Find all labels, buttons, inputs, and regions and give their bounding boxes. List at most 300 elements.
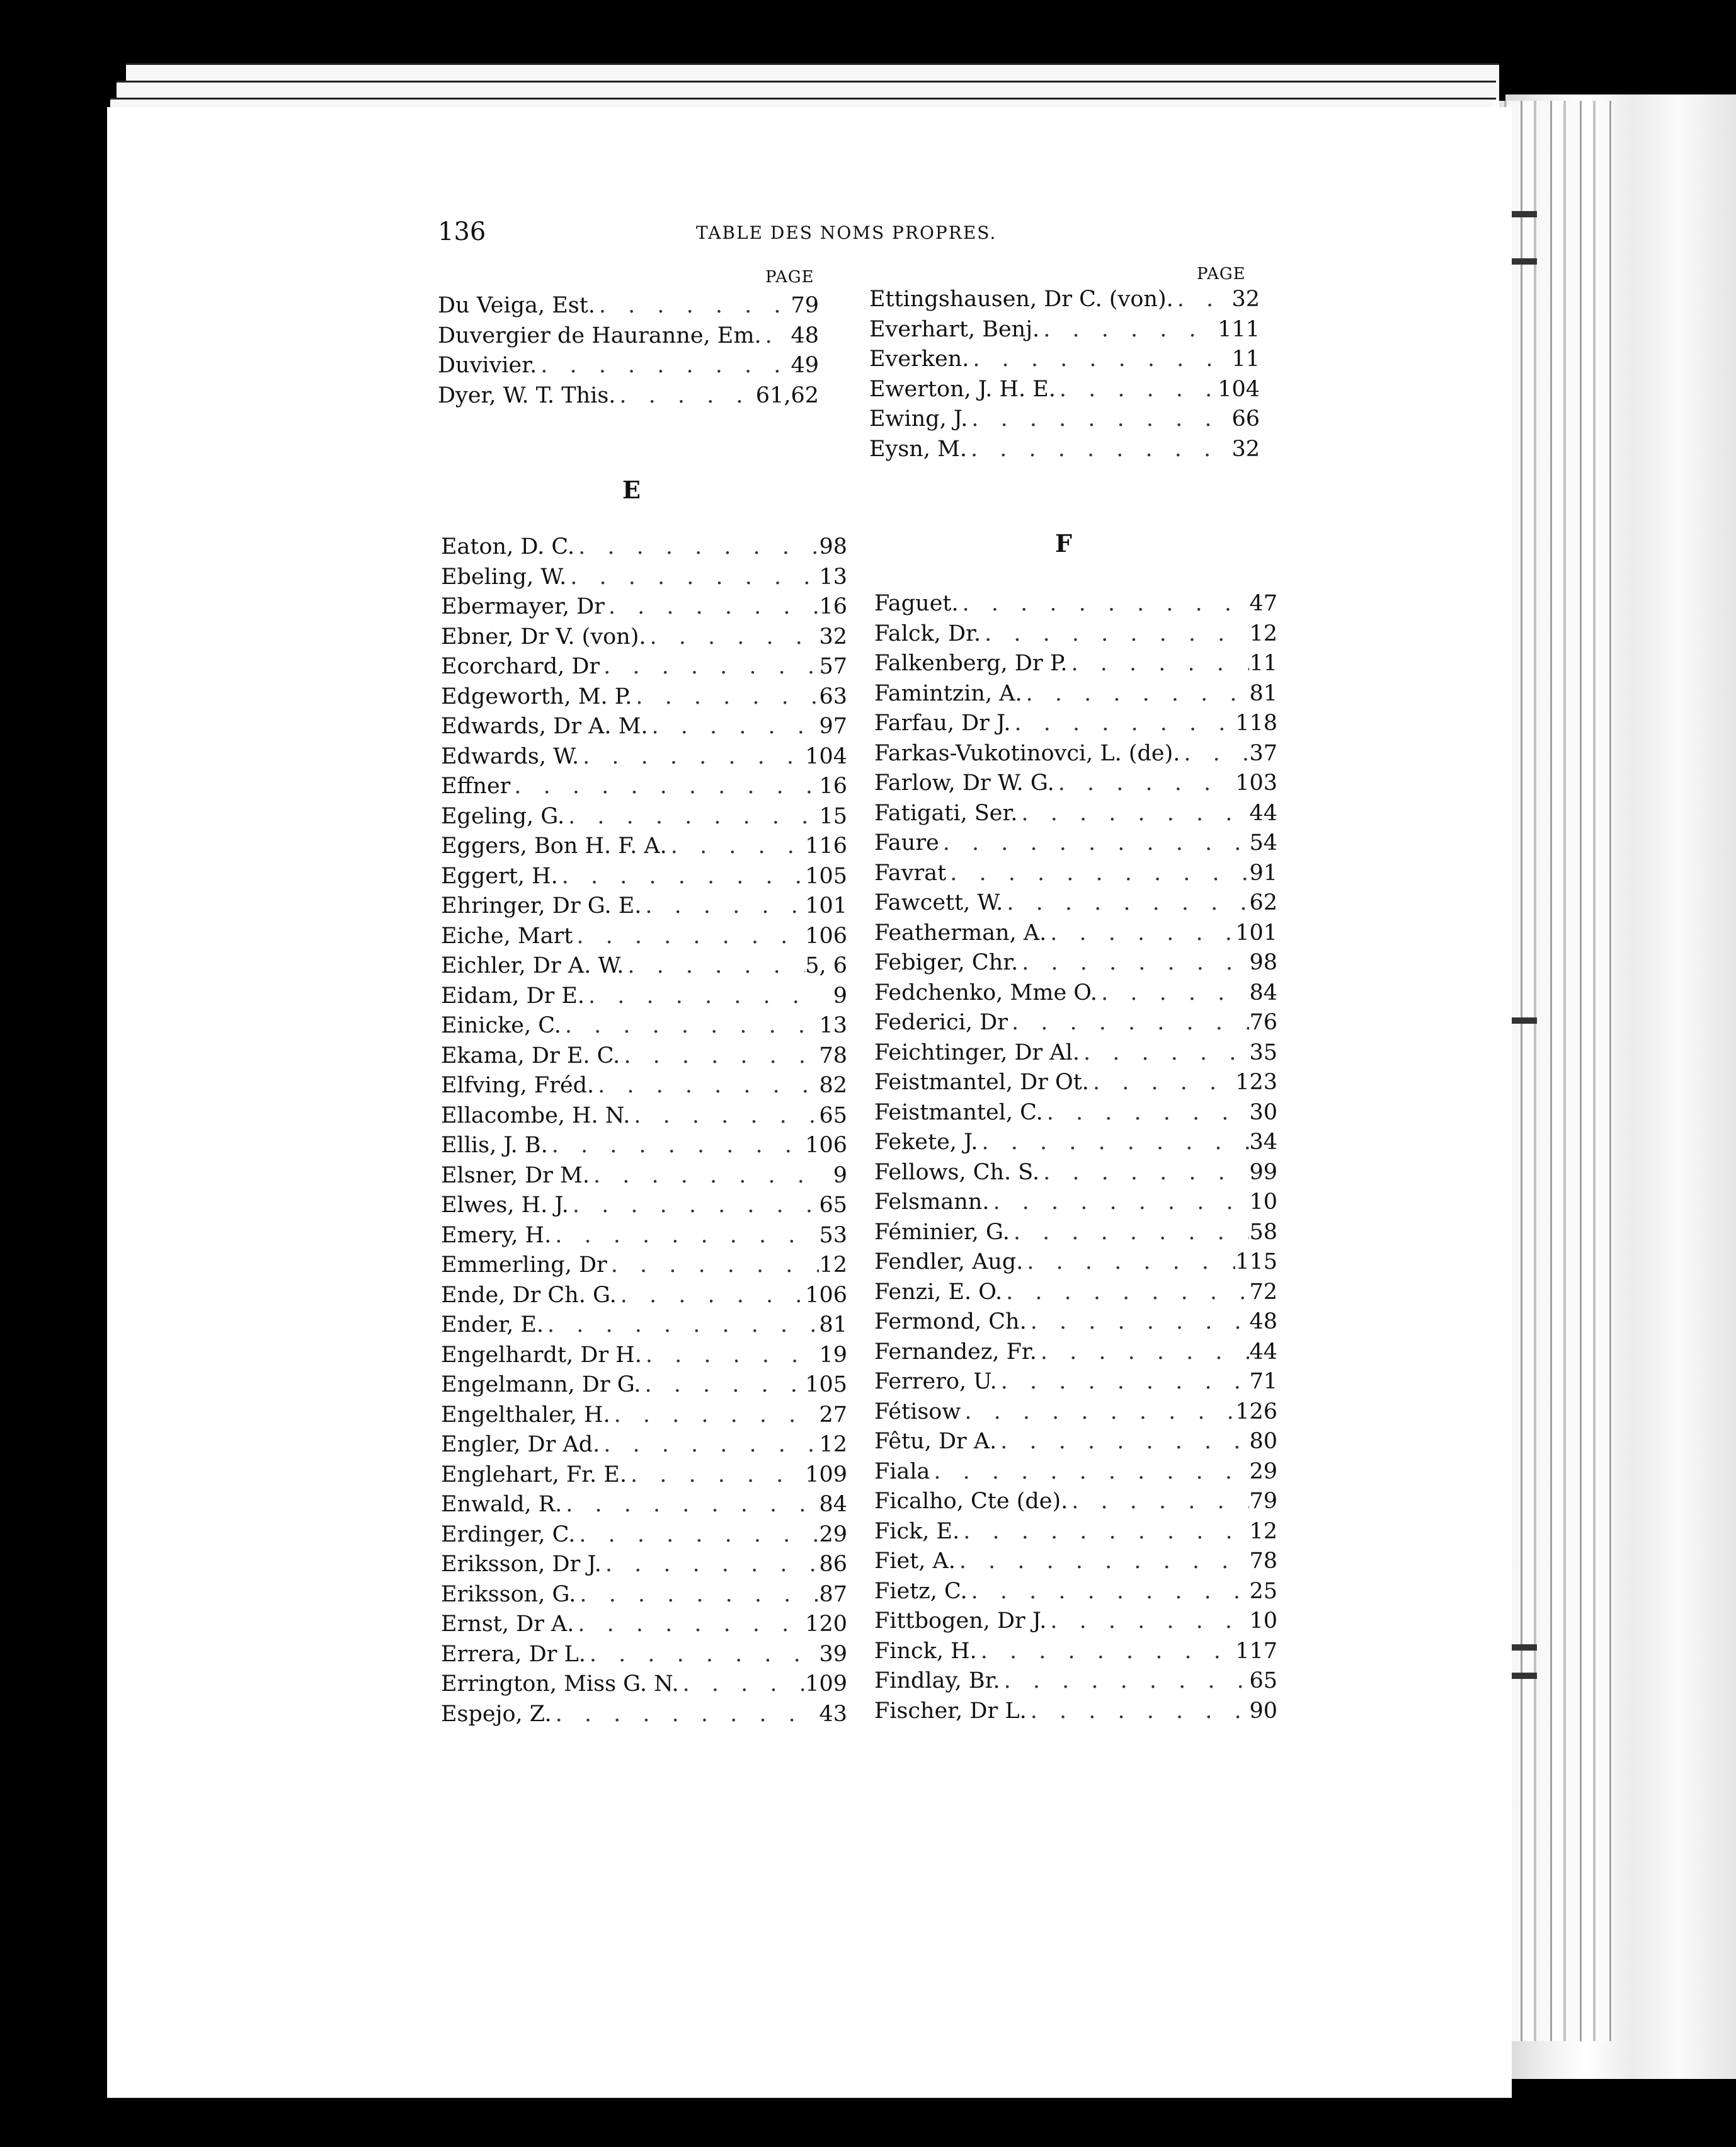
entry-page: 106 (805, 1282, 847, 1308)
dot-leader (1039, 1160, 1249, 1185)
entry-name: Fedchenko, Mme O. (874, 980, 1098, 1005)
entry-name: Ellis, J. B. (441, 1133, 548, 1158)
entry-name: Fawcett, W. (874, 890, 1003, 915)
entry-name: Fischer, Dr L. (874, 1698, 1027, 1724)
entry-name: Fiet, A. (874, 1549, 956, 1574)
entry-page: 118 (1235, 711, 1277, 736)
index-entry (874, 1459, 1277, 1489)
entry-page: 106 (805, 1133, 847, 1158)
entry-page: 13 (819, 564, 847, 590)
index-entry (874, 1070, 1277, 1100)
dot-leader (946, 861, 1249, 886)
index-entry (441, 684, 847, 714)
entry-page: 12 (1249, 621, 1277, 646)
entry-name: Engler, Dr Ad. (441, 1432, 600, 1457)
dot-leader (548, 1133, 805, 1158)
dot-leader (558, 864, 805, 889)
index-entry (441, 744, 847, 774)
entry-page: 106 (805, 923, 847, 949)
dot-leader (607, 1252, 819, 1278)
page-header (438, 217, 1257, 249)
dot-leader (1018, 801, 1250, 826)
entry-name: Ende, Dr Ch. G. (441, 1282, 617, 1308)
entry-page: 104 (805, 743, 847, 769)
entry-page: 123 (1235, 1070, 1277, 1095)
dot-leader (641, 1372, 806, 1397)
entry-name: Duvivier. (438, 353, 537, 378)
dot-leader (617, 1283, 805, 1308)
entry-name: Falkenberg, Dr P. (874, 651, 1068, 676)
index-entry (441, 1223, 847, 1253)
index-entry (441, 1372, 847, 1402)
index-entry (441, 1582, 847, 1612)
entry-name: Findlay, Br. (874, 1668, 1000, 1693)
entry-name: Emmerling, Dr (441, 1252, 607, 1278)
entry-page: 66 (1231, 406, 1260, 432)
entry-name: Favrat (874, 860, 947, 886)
dot-leader (1022, 681, 1250, 706)
index-entry (441, 1133, 847, 1163)
entry-name: Federici, Dr (874, 1010, 1008, 1035)
entry-page: 101 (1235, 920, 1277, 946)
index-entry (874, 1639, 1277, 1669)
entry-page: 11 (1231, 346, 1260, 372)
index-entry (874, 711, 1277, 741)
entry-page: 39 (819, 1641, 847, 1667)
dot-leader (586, 1642, 819, 1667)
index-entry (874, 1100, 1277, 1130)
entry-page: 12 (819, 1252, 847, 1278)
index-entry (874, 1489, 1277, 1519)
entry-name: Dyer, W. T. This. (438, 382, 616, 408)
entry-name: Fernandez, Fr. (874, 1339, 1037, 1365)
dot-leader (1010, 711, 1235, 736)
entry-name: Ewing, J. (869, 406, 968, 432)
entry-page: 37 (1249, 740, 1277, 766)
dot-leader (1068, 1489, 1249, 1514)
entry-name: Feistmantel, Dr Ot. (874, 1070, 1089, 1095)
entry-name: Errington, Miss G. N. (441, 1671, 679, 1697)
dot-leader (562, 1492, 819, 1517)
entry-name: Fietz, C. (874, 1578, 968, 1604)
dot-leader (561, 1013, 819, 1038)
dot-leader (600, 654, 819, 679)
dot-leader (632, 684, 819, 709)
entry-page: 90 (1249, 1698, 1277, 1724)
index-entry (441, 1073, 847, 1103)
index-entry (441, 1462, 847, 1492)
entry-name: Feichtinger, Dr Al. (874, 1039, 1080, 1065)
entry-page: 9 (833, 1162, 847, 1188)
dot-leader (590, 1163, 822, 1188)
entry-name: Fendler, Aug. (874, 1249, 1024, 1274)
dot-leader (1046, 920, 1235, 946)
dot-leader (574, 1612, 805, 1637)
entry-page: 61,62 (755, 382, 819, 408)
entry-name: Elsner, Dr M. (441, 1162, 590, 1188)
dot-leader (564, 804, 819, 829)
entry-page: 76 (1249, 1010, 1277, 1035)
dot-leader (1008, 1010, 1249, 1035)
entry-page: 63 (819, 684, 847, 709)
index-entry (441, 654, 847, 684)
dot-leader (627, 1462, 805, 1487)
section-letter-f: F (1055, 529, 1072, 558)
entry-name: Du Veiga, Est. (438, 293, 595, 318)
dot-leader (602, 1552, 819, 1577)
entry-page: 109 (805, 1462, 847, 1487)
page-number: 136 (438, 217, 486, 246)
entry-page: 48 (791, 323, 819, 348)
dot-leader (610, 1402, 819, 1428)
entry-page: 32 (1231, 436, 1260, 462)
dot-leader (968, 406, 1231, 432)
index-entry (869, 377, 1260, 407)
dot-leader (544, 1312, 819, 1337)
dot-leader (981, 621, 1249, 646)
entry-page: 65 (1249, 1668, 1277, 1693)
index-entry (874, 830, 1277, 861)
entry-page: 79 (1249, 1489, 1277, 1514)
index-entry (441, 1492, 847, 1522)
entry-name: Fêtu, Dr A. (874, 1429, 997, 1454)
index-entry (441, 1193, 847, 1223)
entry-name: Fellows, Ch. S. (874, 1159, 1040, 1185)
entry-page: 10 (1249, 1189, 1277, 1215)
entry-name: Eaton, D. C. (441, 534, 575, 559)
entry-name: Ellacombe, H. N. (441, 1102, 631, 1128)
index-entry (441, 983, 847, 1014)
index-entry (441, 1402, 847, 1433)
dot-leader (969, 346, 1231, 372)
dot-leader (959, 1519, 1249, 1544)
entry-name: Everken. (869, 346, 969, 372)
entry-name: Eiche, Mart (441, 923, 573, 949)
dot-leader (1046, 1608, 1249, 1634)
entry-page: 30 (1249, 1099, 1277, 1125)
entry-page: 97 (819, 714, 847, 739)
index-entry (874, 920, 1277, 951)
entry-page: 48 (1249, 1309, 1277, 1334)
dot-leader (615, 383, 755, 408)
dot-leader (595, 293, 791, 318)
entry-name: Faguet. (874, 591, 959, 616)
dot-leader (930, 1459, 1249, 1484)
dot-leader (956, 1549, 1250, 1574)
index-entry (874, 1130, 1277, 1160)
entry-name: Engelmann, Dr G. (441, 1372, 641, 1397)
entry-name: Ewerton, J. H. E. (869, 376, 1056, 402)
dot-leader (1027, 1698, 1250, 1724)
index-entry (869, 317, 1260, 347)
index-entry (874, 1668, 1277, 1698)
entry-page: 13 (819, 1013, 847, 1038)
entry-page: 44 (1249, 1339, 1277, 1365)
dot-leader (1039, 317, 1218, 342)
entry-page: 98 (1249, 950, 1277, 975)
index-entry (874, 1040, 1277, 1070)
index-entry (869, 437, 1260, 467)
index-entry (441, 1043, 847, 1074)
entry-page: 11 (1249, 651, 1277, 676)
index-entry (441, 624, 847, 655)
dot-leader (996, 1429, 1249, 1454)
entry-page: 65 (819, 1102, 847, 1128)
entry-page: 53 (819, 1222, 847, 1248)
entry-name: Falck, Dr. (874, 621, 981, 646)
dot-leader (646, 624, 819, 650)
dot-leader (642, 1343, 819, 1368)
entry-page: 120 (805, 1612, 847, 1637)
index-entry (874, 1549, 1277, 1579)
index-entry (441, 1702, 847, 1732)
entry-name: Faure (874, 830, 939, 856)
entry-name: Ekama, Dr E. C. (441, 1043, 620, 1068)
entry-page: 5, 6 (805, 953, 847, 978)
dot-leader (997, 1369, 1250, 1394)
entry-page: 16 (819, 774, 847, 799)
dot-leader (575, 1522, 819, 1547)
dot-leader (1097, 980, 1249, 1005)
entry-name: Emery, H. (441, 1222, 552, 1248)
entry-name: Espejo, Z. (441, 1701, 552, 1727)
entry-page: 126 (1235, 1399, 1277, 1424)
entry-name: Eggert, H. (441, 863, 558, 889)
index-entry (869, 287, 1260, 317)
entry-page: 99 (1249, 1159, 1277, 1185)
entry-name: Felsmann. (874, 1189, 990, 1215)
entry-page: 84 (1249, 980, 1277, 1005)
entry-name: Eidam, Dr E. (441, 983, 585, 1009)
entry-name: Fick, E. (874, 1518, 960, 1544)
index-entry (869, 406, 1260, 437)
running-head: TABLE DES NOMS PROPRES. (696, 222, 997, 243)
dot-leader (968, 1579, 1250, 1604)
index-entry (874, 890, 1277, 920)
index-entry (441, 1671, 847, 1702)
index-entry (874, 1339, 1277, 1370)
dot-leader (977, 1639, 1235, 1664)
entry-page: 43 (819, 1701, 847, 1727)
entry-page: 19 (819, 1342, 847, 1368)
index-entry (869, 346, 1260, 377)
index-entry (874, 1579, 1277, 1609)
index-entry (874, 1160, 1277, 1190)
entry-name: Edwards, Dr A. M. (441, 714, 648, 739)
entry-name: Eysn, M. (869, 436, 968, 462)
index-entry (441, 804, 847, 834)
entry-page: 65 (819, 1193, 847, 1218)
dot-leader (667, 833, 805, 859)
dot-leader (551, 1223, 819, 1248)
entry-page: 78 (1249, 1549, 1277, 1574)
entry-name: Farkas-Vukotinovci, L. (de). (874, 740, 1180, 766)
index-entry (874, 1309, 1277, 1339)
index-entry (874, 651, 1277, 681)
entry-page: 111 (1218, 316, 1260, 342)
entry-page: 116 (805, 833, 847, 859)
entry-name: Ettingshausen, Dr C. (von). (869, 287, 1174, 312)
entry-page: 57 (819, 654, 847, 679)
entry-page: 58 (1249, 1219, 1277, 1245)
dot-leader (624, 953, 805, 978)
entry-name: Featherman, A. (874, 920, 1047, 946)
dot-leader (579, 744, 805, 769)
index-entry (441, 1343, 847, 1373)
entry-name: Ehringer, Dr G. E. (441, 893, 642, 919)
index-entry (441, 1163, 847, 1193)
column-label-right: PAGE (1197, 265, 1246, 283)
entry-page: 12 (1249, 1518, 1277, 1544)
entry-name: Einicke, C. (441, 1013, 561, 1038)
entry-name: Ender, E. (441, 1312, 544, 1337)
entry-name: Everhart, Benj. (869, 316, 1040, 342)
dot-leader (510, 774, 819, 799)
dot-leader (566, 564, 819, 590)
index-entry (874, 1189, 1277, 1220)
entry-page: 32 (1231, 287, 1260, 312)
index-entry (874, 1429, 1277, 1459)
index-entry (874, 1399, 1277, 1429)
entry-page: 103 (1235, 770, 1277, 796)
entry-name: Ficalho, Cte (de). (874, 1489, 1068, 1514)
entry-name: Ebner, Dr V. (von). (441, 624, 646, 650)
dot-leader (1023, 1249, 1235, 1274)
entry-name: Enwald, R. (441, 1492, 562, 1517)
dot-leader (1056, 377, 1218, 402)
index-entry (441, 534, 847, 564)
dot-leader (1054, 770, 1235, 796)
index-entry (874, 591, 1277, 621)
dot-leader (1080, 1040, 1249, 1065)
entry-name: Edwards, W. (441, 743, 580, 769)
entry-page: 44 (1249, 800, 1277, 826)
index-entry (874, 801, 1277, 831)
entry-name: Famintzin, A. (874, 680, 1022, 706)
dot-leader (1089, 1070, 1235, 1095)
entry-page: 12 (819, 1432, 847, 1457)
dot-leader (1003, 890, 1249, 915)
entry-name: Fenzi, E. O. (874, 1279, 1003, 1305)
entry-name: Egeling, G. (441, 803, 565, 829)
index-entry (874, 681, 1277, 711)
index-entry (441, 893, 847, 924)
entry-page: 82 (819, 1073, 847, 1098)
index-entry (441, 564, 847, 595)
entry-name: Farlow, Dr W. G. (874, 770, 1054, 796)
entry-page: 72 (1249, 1279, 1277, 1305)
entry-page: 81 (819, 1312, 847, 1337)
entry-name: Féminier, G. (874, 1219, 1010, 1245)
index-entry (438, 353, 819, 383)
entry-name: Ernst, Dr A. (441, 1612, 574, 1637)
entry-page: 32 (819, 624, 847, 650)
index-entry (874, 1369, 1277, 1399)
index-entry (874, 1280, 1277, 1310)
index-entry (441, 924, 847, 954)
dot-leader (576, 1582, 819, 1607)
dot-leader (605, 594, 819, 619)
dot-leader (978, 1130, 1249, 1155)
dot-leader (630, 1103, 819, 1128)
dot-leader (939, 830, 1250, 856)
entry-name: Elfving, Fréd. (441, 1073, 595, 1098)
entry-name: Feistmantel, C. (874, 1099, 1043, 1125)
entry-name: Febiger, Chr. (874, 950, 1019, 975)
dot-leader (1043, 1100, 1250, 1125)
index-entry (441, 1312, 847, 1343)
entry-name: Farfau, Dr J. (874, 711, 1011, 736)
entry-page: 9 (833, 983, 847, 1009)
index-entry (874, 1249, 1277, 1280)
entry-name: Eriksson, Dr J. (441, 1552, 602, 1577)
entry-page: 29 (819, 1521, 847, 1547)
dot-leader (600, 1432, 819, 1457)
index-entry (441, 953, 847, 983)
entry-page: 16 (819, 594, 847, 619)
entry-name: Eichler, Dr A. W. (441, 953, 624, 978)
entry-page: 91 (1249, 860, 1277, 886)
index-entry (874, 770, 1277, 801)
index-entry (874, 741, 1277, 771)
index-entry (441, 1013, 847, 1043)
dot-leader (1027, 1309, 1250, 1334)
dot-leader (573, 924, 805, 949)
dot-leader (961, 1399, 1235, 1424)
dot-leader (967, 437, 1231, 462)
entry-name: Eggers, Bon H. F. A. (441, 833, 667, 859)
index-entry (441, 714, 847, 744)
dot-leader (1010, 1220, 1250, 1245)
dot-leader (679, 1671, 806, 1697)
index-entry (441, 774, 847, 804)
entry-name: Ferrero, U. (874, 1369, 997, 1394)
entry-page: 87 (819, 1581, 847, 1607)
entry-name: Edgeworth, M. P. (441, 684, 632, 709)
entry-name: Fekete, J. (874, 1130, 978, 1155)
dot-leader (1180, 741, 1249, 766)
index-entry (441, 864, 847, 894)
entry-name: Fittbogen, Dr J. (874, 1608, 1047, 1634)
entry-name: Elwes, H. J. (441, 1193, 569, 1218)
index-entry (441, 833, 847, 864)
entry-page: 105 (805, 863, 847, 889)
entry-page: 15 (819, 803, 847, 829)
entry-page: 98 (819, 534, 847, 559)
index-entry (874, 861, 1277, 891)
dot-leader (1000, 1668, 1250, 1693)
index-entry (441, 594, 847, 624)
column-label-left: PAGE (765, 268, 814, 287)
entry-page: 79 (791, 293, 819, 318)
index-entry (874, 621, 1277, 651)
index-entry (438, 383, 819, 413)
index-entry (874, 1698, 1277, 1729)
dot-leader (959, 591, 1250, 616)
entry-page: 84 (819, 1492, 847, 1517)
index-entry (441, 1522, 847, 1552)
entry-name: Ebeling, W. (441, 564, 567, 590)
dot-leader (641, 893, 805, 919)
index-entry (441, 1612, 847, 1642)
entry-name: Fétisow (874, 1399, 961, 1424)
entry-name: Ecorchard, Dr (441, 654, 600, 679)
entry-name: Engelhardt, Dr H. (441, 1342, 642, 1368)
index-entry (441, 1642, 847, 1672)
section-letter-e: E (622, 476, 641, 504)
entry-page: 117 (1235, 1638, 1277, 1664)
entry-name: Fiala (874, 1458, 930, 1484)
